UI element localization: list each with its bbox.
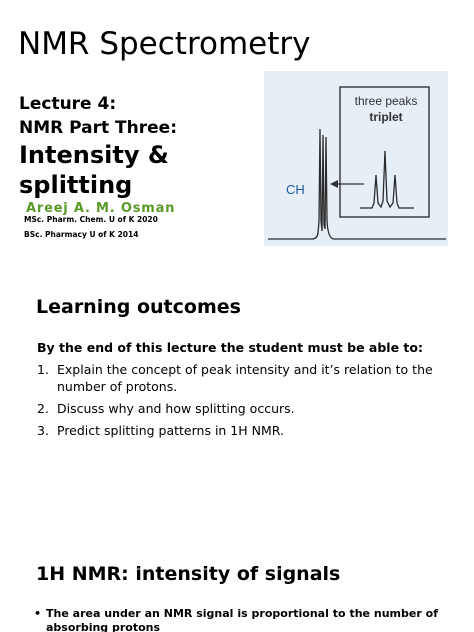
learning-outcomes-title: Learning outcomes <box>36 296 241 318</box>
author-degree-msc: MSc. Pharm. Chem. U of K 2020 <box>24 215 158 224</box>
outcome-text: Explain the concept of peak intensity and it’s relation to the number of protons. <box>57 362 433 394</box>
bullet-text: The area under an NMR signal is proportional to the number of absorbing protons <box>46 607 438 632</box>
inset-caption-triplet: triplet <box>369 110 403 124</box>
slide-title: NMR Spectrometry <box>18 26 311 62</box>
outcome-item <box>37 422 447 439</box>
topic-line-2: splitting <box>19 171 133 199</box>
intensity-slide <box>0 545 474 632</box>
ch-peak-label: CH <box>286 182 305 197</box>
learning-outcomes-intro: By the end of this lecture the student must be able to: <box>37 340 423 355</box>
learning-outcomes-slide <box>0 280 474 528</box>
inset-caption-top: three peaks <box>354 94 418 108</box>
title-slide <box>0 0 474 262</box>
outcomes-list <box>37 361 447 444</box>
nmr-triplet-figure <box>264 71 448 246</box>
lecture-part: NMR Part Three: <box>19 118 177 138</box>
outcome-item <box>37 400 447 417</box>
outcome-number: 2. <box>37 401 49 416</box>
outcome-text: Predict splitting patterns in 1H NMR. <box>57 423 284 438</box>
outcome-number: 1. <box>37 362 49 377</box>
author-name: Areej A. M. Osman <box>26 201 176 216</box>
outcome-item <box>37 361 447 395</box>
intensity-slide-title: 1H NMR: intensity of signals <box>36 563 341 585</box>
outcome-text: Discuss why and how splitting occurs. <box>57 401 295 416</box>
topic-line-1: Intensity & <box>19 141 169 169</box>
outcome-number: 3. <box>37 423 49 438</box>
lecture-heading <box>19 92 177 140</box>
lecture-number: Lecture 4: <box>19 94 117 114</box>
lecture-topic <box>19 140 169 200</box>
bullet-item <box>34 607 438 632</box>
author-degree-bsc: BSc. Pharmacy U of K 2014 <box>24 230 139 239</box>
bullet-marker: • <box>34 607 42 620</box>
